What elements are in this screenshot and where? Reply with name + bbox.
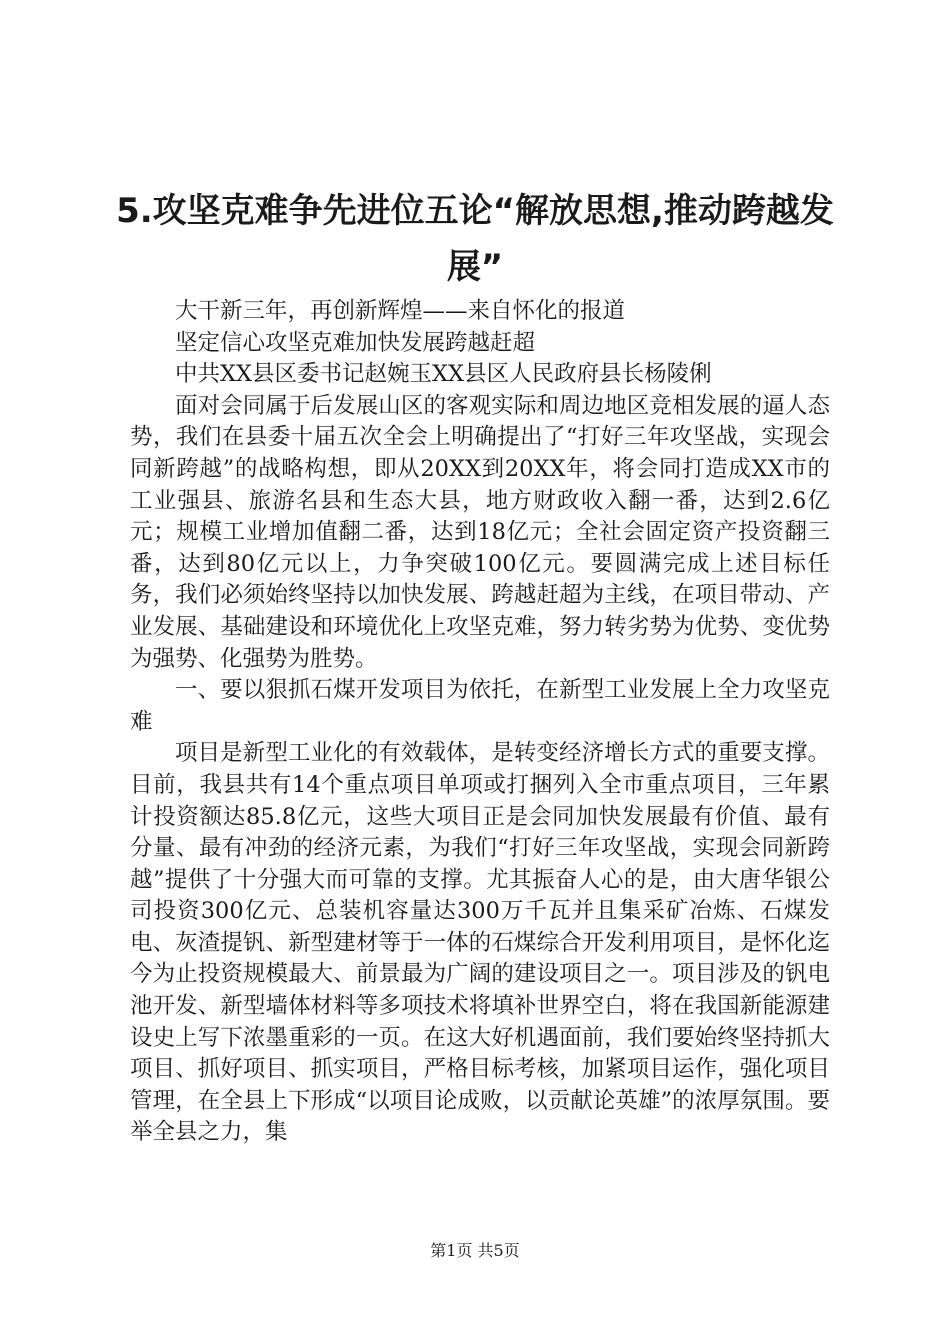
paragraph: 项目是新型工业化的有效载体，是转变经济增长方式的重要支撑。目前，我县共有14个重点项目单项或打捆列入全市重点项目，三年累计投资额达85.8亿元，这些大项目正是会同加快发展最有价值、最有分量、最有冲劲的经济元素，为我们“打好三年攻坚战，实现会同新跨越”提供了十分强大而可靠的支撑。尤其振奋人心的是，由大唐华银公司投资300亿元、总装机容量达300万千瓦并且集采矿冶炼、石煤发电、灰渣提钒、新型建材等于一体的石煤综合开发利用项目，是怀化迄今为止投资规模最大、前景最为广阔的建设项目之一。项目涉及的钒电池开发、新型墙体材料等多项技术将填补世界空白，将在我国新能源建设史上写下浓墨重彩的一页。在这大好机遇面前，我们要始终坚持抓大项目、抓好项目、抓实项目，严格目标考核，加紧项目运作，强化项目管理，在全县上下形成“以项目论成败，以贡献论英雄”的浓厚氛围。要举全县之力，集 bbox=[130, 740, 830, 1146]
paragraph: 坚定信心攻坚克难加快发展跨越赶超 bbox=[175, 329, 536, 356]
paragraph: 中共XX县区委书记赵婉玉XX县区人民政府县长杨陵俐 bbox=[175, 361, 712, 388]
paragraph: 面对会同属于后发展山区的客观实际和周边地区竞相发展的逼人态势，我们在县委十届五次全会上明确提出了“打好三年攻坚战，实现会同新跨越”的战略构想，即从20XX到20XX年，将会同打造成XX市的工业强县、旅游名县和生态大县，地方财政收入翻一番，达到2.6亿元；规模工业增加值翻二番，达到18亿元；全社会固定资产投资翻三番，达到80亿元以上，力争突破100亿元。要圆满完成上述目标任务，我们必须始终坚持以加快发展、跨越赶超为主线，在项目带动、产业发展、基础建设和环境优化上攻坚克难，努力转劣势为优势、变优势为强势、化强势为胜势。 bbox=[130, 392, 830, 672]
document-title: 5.攻坚克难争先进位五论“解放思想,推动跨越发展” bbox=[116, 191, 834, 287]
page-number-footer: 第1页 共5页 bbox=[430, 1241, 520, 1260]
paragraph: 大干新三年，再创新辉煌——来自怀化的报道 bbox=[175, 298, 626, 324]
paragraph: 一、要以狠抓石煤开发项目为依托，在新型工业发展上全力攻坚克难 bbox=[130, 677, 830, 735]
document-body bbox=[130, 296, 830, 1149]
